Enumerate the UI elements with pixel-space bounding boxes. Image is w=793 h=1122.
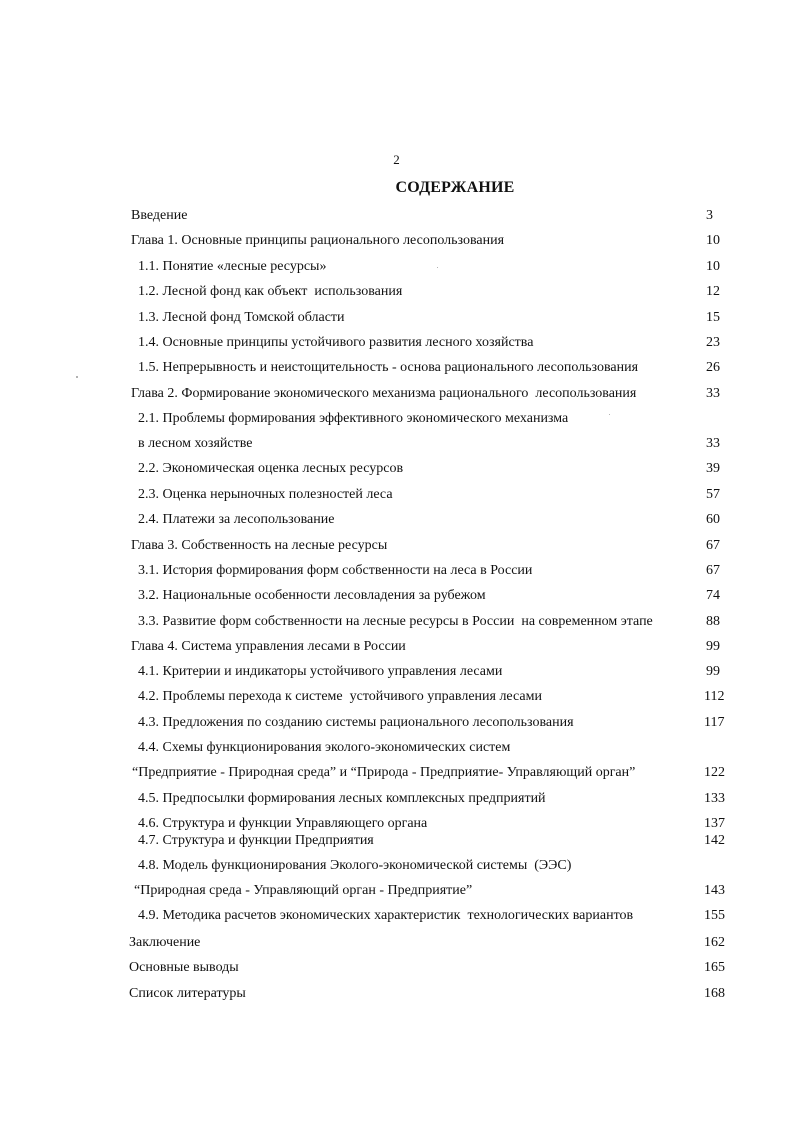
toc-entry-page: 112 (704, 689, 725, 704)
toc-entry-section-1-1[interactable] (0, 258, 793, 276)
toc-entry-title: 2.4. Платежи за лесопользование (138, 512, 335, 527)
toc-entry-title: 4.5. Предпосылки формирования лесных комплексных предприятий (138, 791, 546, 806)
toc-entry-page: 165 (704, 960, 725, 975)
toc-entry-title: “Природная среда - Управляющий орган - Предприятие” (134, 883, 473, 898)
toc-entry-page: 74 (706, 588, 720, 603)
toc-entry-page: 99 (706, 639, 720, 654)
toc-entry-page: 137 (704, 816, 725, 831)
toc-entry-section-3-1[interactable] (0, 562, 793, 580)
toc-entry-page: 168 (704, 986, 725, 1001)
toc-entry-title: Введение (131, 208, 188, 223)
toc-entry-title: 1.1. Понятие «лесные ресурсы» (138, 259, 327, 274)
toc-entry-section-4-9[interactable] (0, 907, 793, 925)
toc-entry-title: Глава 2. Формирование экономического механизма рационального лесопользования (131, 386, 637, 401)
toc-entry-title: Глава 1. Основные принципы рационального лесопользования (131, 233, 505, 248)
toc-entry-title: 3.1. История формирования форм собственности на леса в России (138, 563, 533, 578)
toc-entry-page: 133 (704, 791, 725, 806)
toc-entry-title: “Предприятие - Природная среда” и “Природа - Предприятие- Управляющий орган” (132, 765, 636, 780)
toc-entry-page: 10 (706, 259, 720, 274)
toc-entry-title: Глава 3. Собственность на лесные ресурсы (131, 538, 388, 553)
toc-entry-section-4-4-continued[interactable] (0, 764, 793, 782)
toc-entry-page: 3 (706, 208, 713, 223)
toc-entry-title: 2.3. Оценка нерыночных полезностей леса (138, 487, 393, 502)
toc-entry-section-4-2[interactable] (0, 688, 793, 706)
toc-entry-section-2-1-continued[interactable] (0, 435, 793, 453)
toc-entry-main-findings[interactable] (0, 959, 793, 977)
toc-entry-title: 2.1. Проблемы формирования эффективного экономического механизма (138, 411, 569, 426)
toc-entry-section-4-8-continued[interactable] (0, 882, 793, 900)
toc-entry-page: 12 (706, 284, 720, 299)
toc-entry-title: 1.3. Лесной фонд Томской области (138, 310, 345, 325)
toc-entry-title: Глава 4. Система управления лесами в России (131, 639, 406, 654)
toc-entry-section-1-5[interactable] (0, 359, 793, 377)
toc-entry-title: 4.1. Критерии и индикаторы устойчивого управления лесами (138, 664, 503, 679)
toc-entry-page: 57 (706, 487, 720, 502)
page-number: 2 (393, 152, 400, 167)
toc-entry-page: 99 (706, 664, 720, 679)
toc-entry-section-3-2[interactable] (0, 587, 793, 605)
toc-entry-section-1-3[interactable] (0, 309, 793, 327)
toc-entry-page: 67 (706, 538, 720, 553)
scan-speck (76, 376, 78, 378)
toc-entry-section-2-1[interactable] (0, 410, 793, 428)
toc-entry-page: 15 (706, 310, 720, 325)
toc-entry-page: 117 (704, 715, 725, 730)
toc-entry-page: 143 (704, 883, 725, 898)
toc-entry-section-4-7[interactable] (0, 832, 793, 850)
toc-entry-title: 4.6. Структура и функции Управляющего органа (138, 816, 428, 831)
toc-entry-page: 39 (706, 461, 720, 476)
toc-entry-introduction[interactable] (0, 207, 793, 225)
toc-entry-title: 1.5. Непрерывность и неистощительность - основа рационального лесопользования (138, 360, 639, 375)
toc-entry-page: 33 (706, 436, 720, 451)
toc-entry-page: 122 (704, 765, 725, 780)
toc-entry-chapter-1[interactable] (0, 232, 793, 250)
toc-entry-title: 3.2. Национальные особенности лесовладения за рубежом (138, 588, 486, 603)
toc-entry-section-4-8[interactable] (0, 857, 793, 875)
toc-entry-title: Список литературы (129, 986, 246, 1001)
toc-entry-conclusion[interactable] (0, 934, 793, 952)
toc-entry-section-2-2[interactable] (0, 460, 793, 478)
toc-entry-page: 33 (706, 386, 720, 401)
toc-entry-page: 67 (706, 563, 720, 578)
toc-entry-title: 4.7. Структура и функции Предприятия (138, 833, 374, 848)
toc-entry-section-1-2[interactable] (0, 283, 793, 301)
toc-entry-section-2-3[interactable] (0, 486, 793, 504)
toc-entry-bibliography[interactable] (0, 985, 793, 1003)
toc-entry-page: 60 (706, 512, 720, 527)
toc-entry-title: 2.2. Экономическая оценка лесных ресурсов (138, 461, 404, 476)
scan-speck (609, 414, 610, 415)
toc-entry-title: Основные выводы (129, 960, 239, 975)
toc-entry-page: 26 (706, 360, 720, 375)
toc-entry-chapter-3[interactable] (0, 537, 793, 555)
toc-entry-section-3-3[interactable] (0, 613, 793, 631)
toc-entry-section-4-3[interactable] (0, 714, 793, 732)
toc-entry-section-4-5[interactable] (0, 790, 793, 808)
scan-speck (437, 267, 438, 268)
toc-entry-page: 155 (704, 908, 725, 923)
toc-entry-title: 3.3. Развитие форм собственности на лесные ресурсы в России на современном этапе (138, 614, 653, 629)
toc-entry-title: 1.4. Основные принципы устойчивого развития лесного хозяйства (138, 335, 534, 350)
toc-entry-section-4-4[interactable] (0, 739, 793, 757)
toc-entry-title: 4.8. Модель функционирования Эколого-экономической системы (ЭЭС) (138, 858, 572, 873)
toc-entry-page: 10 (706, 233, 720, 248)
toc-entry-section-1-4[interactable] (0, 334, 793, 352)
toc-entry-title: 4.9. Методика расчетов экономических характеристик технологических вариантов (138, 908, 634, 923)
toc-entry-page: 23 (706, 335, 720, 350)
toc-entry-title: Заключение (129, 935, 201, 950)
toc-entry-title: в лесном хозяйстве (138, 436, 253, 451)
toc-entry-page: 162 (704, 935, 725, 950)
toc-entry-title: 1.2. Лесной фонд как объект использования (138, 284, 403, 299)
toc-entry-section-4-1[interactable] (0, 663, 793, 681)
toc-entry-title: 4.4. Схемы функционирования эколого-экономических систем (138, 740, 511, 755)
toc-entry-title: 4.2. Проблемы перехода к системе устойчивого управления лесами (138, 689, 542, 704)
toc-entry-chapter-4[interactable] (0, 638, 793, 656)
toc-entry-page: 88 (706, 614, 720, 629)
toc-entry-section-4-6[interactable] (0, 815, 793, 833)
toc-entry-section-2-4[interactable] (0, 511, 793, 529)
toc-entry-chapter-2[interactable] (0, 385, 793, 403)
toc-entry-title: 4.3. Предложения по созданию системы рационального лесопользования (138, 715, 574, 730)
toc-entry-page: 142 (704, 833, 725, 848)
page-title: СОДЕРЖАНИЕ (395, 179, 515, 196)
